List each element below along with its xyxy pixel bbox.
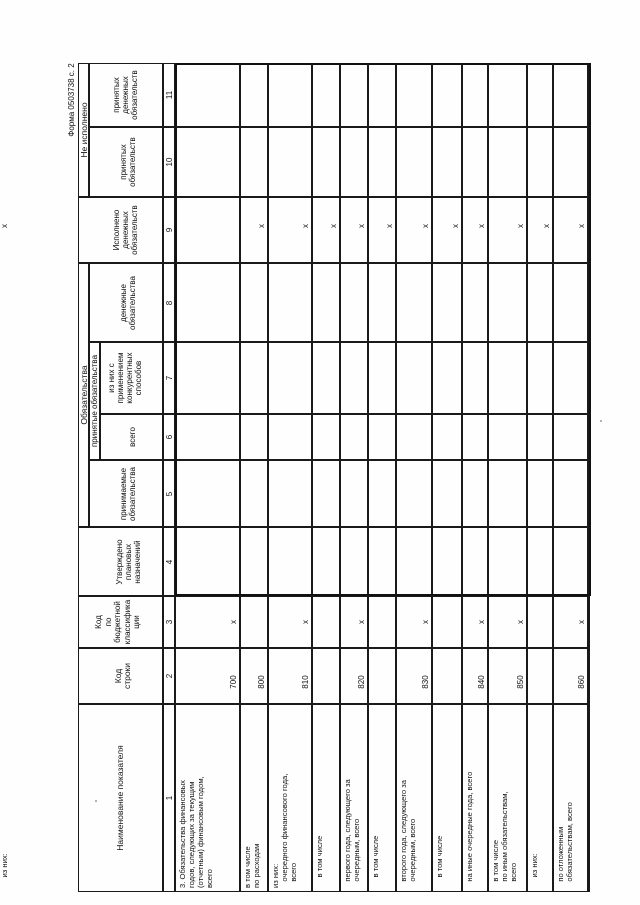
row-bk-mark: x <box>228 620 238 624</box>
table-cell <box>462 527 488 596</box>
table-cell <box>340 127 368 197</box>
row-code: 850 <box>515 675 525 689</box>
row-bk-mark: x <box>300 620 310 624</box>
table-cell <box>368 414 396 460</box>
column-number: 5 <box>164 491 174 496</box>
table-cell <box>588 263 591 342</box>
row-executed-mark: x <box>356 224 366 228</box>
row-bk-mark: x <box>420 620 430 624</box>
table-cell <box>527 596 553 648</box>
row-code: 810 <box>300 675 310 689</box>
table-cell <box>432 63 462 127</box>
row-label: в том числе <box>371 835 380 888</box>
table-cell <box>553 527 588 596</box>
table-cell <box>312 596 340 648</box>
table-cell <box>488 342 527 414</box>
row-executed-mark: x <box>384 224 394 228</box>
table-cell <box>312 648 340 704</box>
header-not-exec-monetary: принятых денежных обязательств <box>111 70 139 120</box>
column-number: 8 <box>164 300 174 305</box>
table-cell <box>588 414 591 460</box>
table-cell <box>240 460 268 527</box>
column-number: 3 <box>164 619 174 625</box>
table-cell <box>462 263 488 342</box>
table-cell <box>553 63 588 127</box>
column-number: 7 <box>164 375 174 381</box>
table-cell <box>396 342 432 414</box>
column-number: 4 <box>164 559 174 564</box>
row-executed-mark: x <box>300 224 310 228</box>
header-code-bk: Код по бюджетной классифика ции <box>94 599 142 645</box>
column-number: 1 <box>164 795 174 801</box>
row-label: 3. Обязательства финансовых годов, следующих за текущим (отчетным) финансовым годом, всего <box>178 776 214 888</box>
table-cell <box>268 527 312 596</box>
table-cell <box>588 197 591 263</box>
table-cell <box>240 414 268 460</box>
row-executed-mark: x <box>476 224 486 228</box>
table-cell <box>368 263 396 342</box>
table-cell <box>240 263 268 342</box>
table-cell <box>488 127 527 197</box>
table-cell <box>396 263 432 342</box>
header-approved: Утверждено плановых назначений <box>114 538 142 585</box>
row-executed-mark: x <box>420 224 430 228</box>
table-cell <box>588 596 590 648</box>
table-cell <box>527 263 553 342</box>
row-executed-mark: x <box>515 224 525 228</box>
table-cell <box>527 342 553 414</box>
table-cell <box>588 63 591 127</box>
row-label: в том числе <box>315 835 324 888</box>
table-cell <box>462 414 488 460</box>
table-cell <box>527 414 553 460</box>
row-label: второго года, следующего за очередным, всего <box>399 780 417 882</box>
table-cell <box>312 63 340 127</box>
table-cell <box>368 596 396 648</box>
row-code: 800 <box>256 675 266 689</box>
table-cell <box>488 527 527 596</box>
row-executed-mark: x <box>541 224 551 228</box>
table-cell <box>240 342 268 414</box>
table-cell <box>432 648 462 704</box>
table-cell <box>175 527 240 596</box>
header-obligations-group: Обязательства <box>78 365 89 425</box>
table-cell <box>268 460 312 527</box>
row-label: по отложенным обязательствам, всего <box>556 802 574 882</box>
table-cell <box>268 414 312 460</box>
table-cell <box>368 63 396 127</box>
table-cell <box>553 414 588 460</box>
table-cell <box>268 63 312 127</box>
row-label: первого года, следующего за очередным, всего <box>343 779 361 882</box>
row-label: из них: <box>530 853 539 888</box>
table-cell <box>432 414 462 460</box>
row-label: из них: <box>0 853 9 888</box>
table-cell <box>312 342 340 414</box>
table-cell <box>527 460 553 527</box>
table-cell <box>432 527 462 596</box>
row-code: 860 <box>576 675 586 689</box>
table-cell <box>462 127 488 197</box>
table-cell <box>312 460 340 527</box>
table-cell <box>312 414 340 460</box>
row-code: 700 <box>228 675 238 689</box>
table-cell <box>553 342 588 414</box>
row-label: в том числе по иным обязательствам, всего <box>491 791 518 882</box>
scan-speck <box>600 420 602 422</box>
table-cell <box>396 63 432 127</box>
table-cell <box>368 342 396 414</box>
table-cell <box>588 127 591 197</box>
form-label: Форма 0503738 с. 2 <box>66 63 76 137</box>
table-cell <box>368 127 396 197</box>
table-cell <box>268 127 312 197</box>
table-cell <box>312 263 340 342</box>
header-accepted: принимаемые обязательства <box>119 466 137 521</box>
table-cell <box>432 596 462 648</box>
header-taken-competitive: из них с применением конкурентных способов <box>107 352 143 404</box>
table-cell <box>432 460 462 527</box>
table-cell <box>240 127 268 197</box>
table-cell <box>396 460 432 527</box>
table-cell <box>175 342 240 414</box>
table-cell <box>553 127 588 197</box>
table-cell <box>268 342 312 414</box>
table-cell <box>588 704 590 892</box>
header-taken-group: принятые обязательства <box>89 354 99 448</box>
table-cell <box>340 63 368 127</box>
table-cell <box>368 460 396 527</box>
column-number: 6 <box>164 434 174 440</box>
table-cell <box>488 63 527 127</box>
table-cell <box>432 263 462 342</box>
header-code-row: Код строки <box>112 662 132 690</box>
table-cell <box>175 197 240 263</box>
column-number: 9 <box>164 227 174 233</box>
table-cell <box>462 342 488 414</box>
table-cell <box>462 460 488 527</box>
table-cell <box>240 63 268 127</box>
table-cell <box>527 648 553 704</box>
table-cell <box>312 127 340 197</box>
table-cell <box>368 648 396 704</box>
row-bk-mark: x <box>576 620 586 624</box>
table-cell <box>396 527 432 596</box>
table-cell <box>432 127 462 197</box>
table-cell <box>175 263 240 342</box>
table-cell <box>175 414 240 460</box>
table-cell <box>527 127 553 197</box>
row-bk-mark: x <box>515 620 525 624</box>
table-cell <box>175 460 240 527</box>
table-cell <box>340 342 368 414</box>
scan-speck <box>95 800 97 802</box>
header-taken-total: всего <box>127 427 137 447</box>
column-number: 11 <box>164 90 174 100</box>
table-cell <box>268 263 312 342</box>
row-label: в том числе по расходам <box>243 843 261 888</box>
table-cell <box>553 460 588 527</box>
table-cell <box>240 596 268 648</box>
column-number: 2 <box>164 673 174 679</box>
table-cell <box>488 414 527 460</box>
table-cell <box>340 414 368 460</box>
table-cell <box>588 648 590 704</box>
table-cell <box>527 527 553 596</box>
row-label: на иные очередные года, всего <box>465 771 474 888</box>
table-cell <box>432 342 462 414</box>
row-code: 840 <box>476 675 486 689</box>
table-cell <box>588 460 591 527</box>
row-executed-mark: x <box>328 224 338 228</box>
row-executed-mark: x <box>0 224 9 228</box>
table-cell <box>588 527 591 596</box>
row-label: в том числе <box>435 835 444 888</box>
row-code: 820 <box>356 675 366 689</box>
row-bk-mark: x <box>476 620 486 624</box>
row-executed-mark: x <box>450 224 460 228</box>
table-cell <box>396 414 432 460</box>
row-executed-mark: x <box>256 224 266 228</box>
table-cell <box>588 342 591 414</box>
header-not-exec-taken: принятых обязательств <box>119 137 137 187</box>
table-cell <box>462 63 488 127</box>
table-cell <box>368 527 396 596</box>
table-cell <box>312 527 340 596</box>
row-code: 830 <box>420 675 430 689</box>
header-name: Наименование показателя <box>115 745 125 851</box>
row-label: из них: очередного финансового года, всего <box>271 773 298 888</box>
row-bk-mark: x <box>356 620 366 624</box>
table-cell <box>240 527 268 596</box>
column-number: 10 <box>164 157 174 167</box>
table-cell <box>340 263 368 342</box>
header-not-executed-group: Не исполнено <box>78 102 89 158</box>
table-cell <box>340 460 368 527</box>
table-cell <box>396 127 432 197</box>
header-monetary: денежные обязательства <box>119 275 137 330</box>
table-cell <box>175 63 240 127</box>
table-cell <box>340 527 368 596</box>
table-cell <box>553 263 588 342</box>
table-cell <box>488 263 527 342</box>
table-cell <box>488 460 527 527</box>
row-executed-mark: x <box>576 224 586 228</box>
header-executed: Исполнено денежных обязательств <box>111 205 139 255</box>
table-cell <box>527 63 553 127</box>
table-cell <box>175 127 240 197</box>
